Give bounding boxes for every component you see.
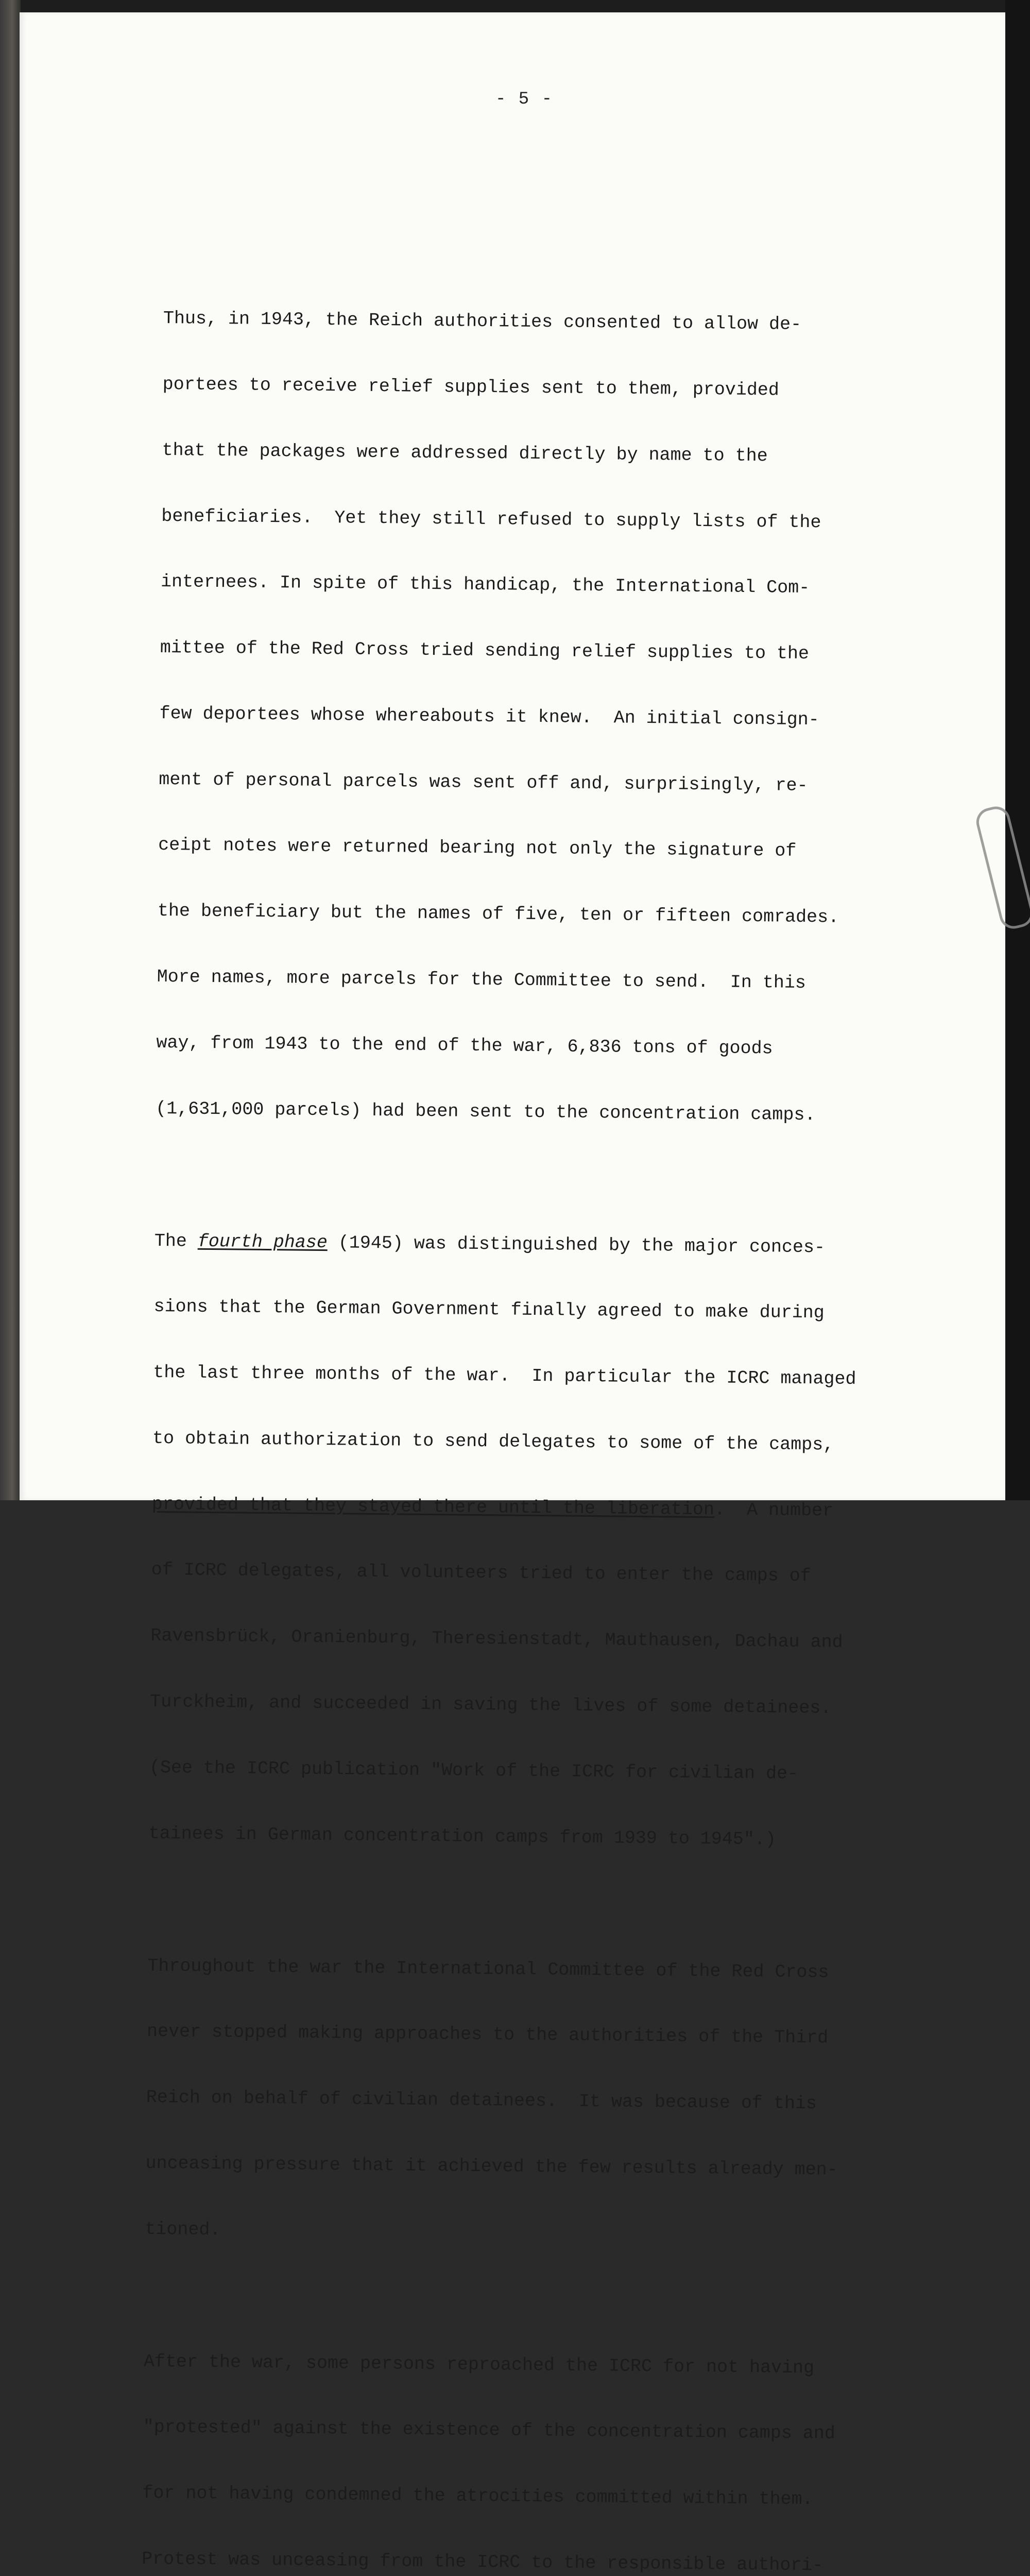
text-fragment: The — [154, 1230, 198, 1252]
paragraph-fourth-phase — [148, 1186, 958, 1896]
text-line: Turckheim, and succeeded in saving the lives of some detainees. — [150, 1691, 832, 1719]
text-line: unceasing pressure that it achieved the few results already men- — [145, 2153, 838, 2180]
text-line: (1,631,000 parcels) had been sent to the concentration camps. — [156, 1098, 816, 1125]
paragraph-reich-relief — [155, 264, 967, 1171]
paragraph-after-the-war — [140, 2307, 948, 2576]
text-line: few deportees whose whereabouts it knew. An initial consign- — [159, 703, 819, 731]
paragraph-unceasing-pressure — [144, 1911, 951, 2292]
text-line: ment of personal parcels was sent off and, surprisingly, re- — [159, 769, 808, 796]
text-line: internees. In spite of this handicap, the International Com- — [160, 571, 810, 599]
underlined-condition: provided that they stayed there until the liberation — [151, 1494, 715, 1520]
text-line — [154, 1230, 958, 1260]
text-line: tioned. — [145, 2218, 221, 2240]
text-line: More names, more parcels for the Committee to send. In this — [157, 966, 806, 994]
text-line: After the war, some persons reproached the ICRC for not having — [143, 2351, 815, 2378]
text-line — [152, 1494, 955, 1523]
text-line: Protest was unceasing from the ICRC to the responsible authori- — [142, 2548, 823, 2576]
body-text — [134, 264, 967, 2576]
text-line: never stopped making approaches to the authorities of the Third — [146, 2021, 829, 2048]
text-line: "protested" against the existence of the concentration camps and — [143, 2417, 836, 2445]
document-page — [20, 12, 1005, 2576]
scanner-edge — [1005, 0, 1030, 1500]
text-line: portees to receive relief supplies sent to them, provided — [162, 374, 780, 401]
fourth-phase-emphasis: fourth phase — [197, 1231, 328, 1253]
text-line: that the packages were addressed directly by name to the — [162, 439, 768, 467]
binding-spine — [0, 0, 21, 1500]
page-number: - 5 - — [495, 90, 554, 109]
text-line: the last three months of the war. In particular the ICRC managed — [153, 1362, 856, 1390]
text-line: Ravensbrück, Oranienburg, Theresienstadt, Mauthausen, Dachau and — [150, 1625, 843, 1653]
text-line: Reich on behalf of civilian detainees. It was because of this — [146, 2087, 817, 2114]
text-line: mittee of the Red Cross tried sending relief supplies to the — [160, 637, 810, 665]
text-fragment: (1945) was distinguished by the major conces- — [327, 1232, 826, 1258]
text-line: Throughout the war the International Committee of the Red Cross — [147, 1955, 829, 1983]
text-line: way, from 1943 to the end of the war, 6,836 tons of goods — [156, 1032, 773, 1059]
text-line: for not having condemned the atrocities committed within them. — [142, 2482, 813, 2510]
text-line: to obtain authorization to send delegates to some of the camps, — [152, 1428, 834, 1455]
text-line: tainees in German concentration camps from 1939 to 1945".) — [148, 1823, 777, 1850]
text-line: Thus, in 1943, the Reich authorities consented to allow de- — [163, 308, 802, 335]
text-line: sions that the German Government finally agreed to make during — [153, 1296, 825, 1324]
text-line: ceipt notes were returned bearing not only the signature of — [158, 835, 797, 862]
text-fragment: . A number — [714, 1499, 834, 1521]
text-line: (See the ICRC publication "Work of the ICRC for civilian de- — [149, 1757, 799, 1784]
text-line: of ICRC delegates, all volunteers tried to enter the camps of — [151, 1560, 812, 1587]
text-line: the beneficiary but the names of five, ten or fifteen comrades. — [157, 901, 839, 928]
text-line: beneficiaries. Yet they still refused to supply lists of the — [161, 505, 821, 533]
